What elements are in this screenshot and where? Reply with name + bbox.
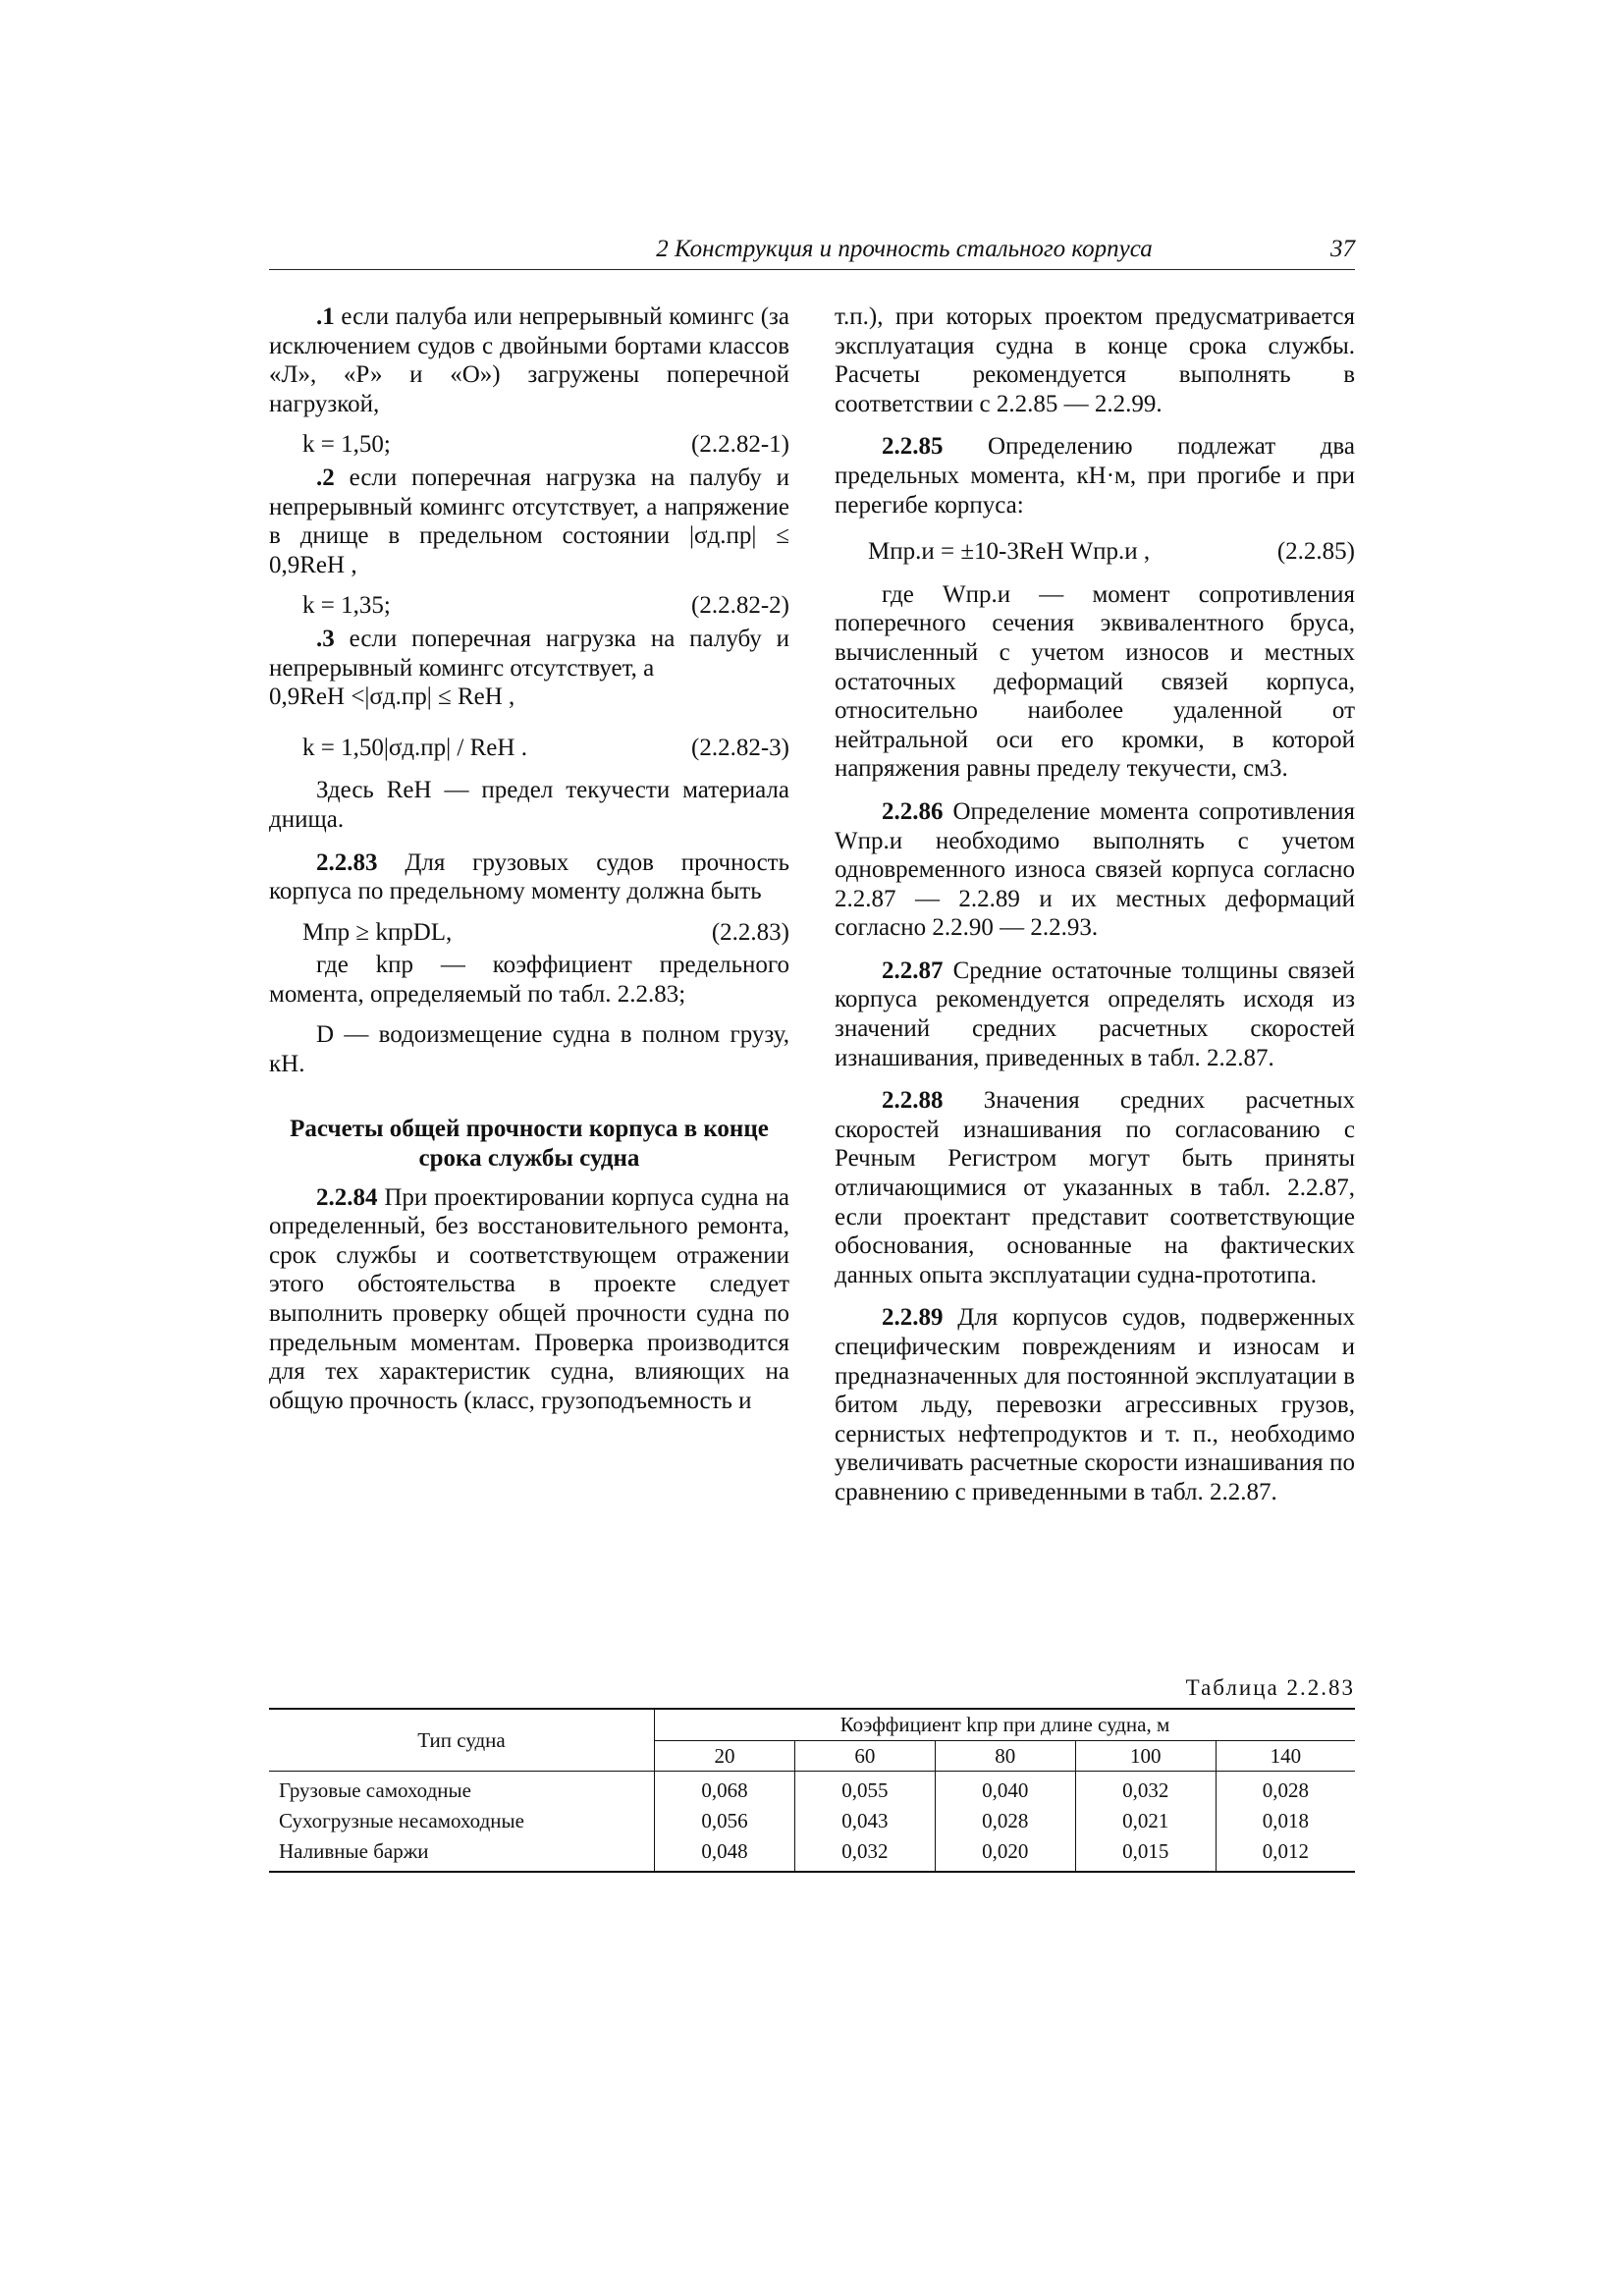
section-number: 2.2.86	[882, 797, 944, 825]
equation-number: (2.2.82-1)	[691, 431, 789, 459]
section-text: Для грузовых судов прочность корпуса по предельному моменту должна быть	[269, 848, 789, 905]
row-ship-type: Сухогрузные несамоходные	[269, 1806, 655, 1836]
clause-1-text: если палуба или непрерывный комингс (за исключением судов с двойными бортами классов «Л», «Р» и «О») загружены поперечной нагрузкой,	[269, 303, 789, 417]
clause-2-number: .2	[316, 464, 335, 491]
section-text: Определению подлежат два предельных момента, кН·м, при прогибе и при перегибе корпуса:	[835, 433, 1355, 519]
section-text: Значения средних расчетных скоростей изнашивания по согласованию с Речным Регистром могут быть приняты отличающимися от указанных в табл. 2.2.87, если проектант представит соответствующие обоснования, основанные на фактических данных опыта эксплуатации судна-прототипа.	[835, 1087, 1355, 1288]
header-length: 100	[1075, 1741, 1216, 1772]
row-ship-type: Наливные баржи	[269, 1836, 655, 1872]
header-coefficient-group: Коэффициент kпр при длине судна, м	[655, 1709, 1356, 1741]
cell-value: 0,012	[1216, 1836, 1355, 1872]
cell-value: 0,055	[794, 1772, 935, 1807]
definition-reh: Здесь ReH — предел текучести материала днища.	[269, 777, 789, 833]
equation-2-2-82-1	[269, 430, 789, 460]
section-text: Определение момента сопротивления Wпр.и необходимо выполнять с учетом одновременного износа связей корпуса согласно 2.2.87 — 2.2.89 и их местных деформаций согласно 2.2.90 — 2.2.93.	[835, 797, 1355, 942]
cell-value: 0,028	[1216, 1772, 1355, 1807]
equation-body: k = 1,50|σд.пр| / ReH .	[302, 734, 527, 761]
table-row	[269, 1836, 1355, 1872]
header-length: 60	[794, 1741, 935, 1772]
section-2-2-88	[835, 1086, 1355, 1289]
running-title-text: 2 Конструкция и прочность стального корпуса	[656, 236, 1153, 262]
definition-wpr: где Wпр.и — момент сопротивления поперечного сечения эквивалентного бруса, вычисленный с учетом износов и местных остаточных деформаций связей корпуса, относительно наиболее удаленной от нейтральной оси его кромки, в которой напряжения равны пределу текучести, см3.	[835, 580, 1355, 783]
cell-value: 0,043	[794, 1806, 935, 1836]
header-ship-type: Тип судна	[269, 1709, 655, 1772]
page-header	[269, 236, 1355, 270]
equation-body: k = 1,50;	[302, 431, 391, 459]
table-row	[269, 1806, 1355, 1836]
section-2-2-89	[835, 1303, 1355, 1506]
header-length: 20	[655, 1741, 795, 1772]
continuation-paragraph: т.п.), при которых проектом предусматривается эксплуатация судна в конце срока службы. Расчеты рекомендуется выполнять в соответствии с 2.2.85 — 2.2.99.	[835, 303, 1355, 417]
equation-2-2-83	[269, 918, 789, 948]
cell-value: 0,032	[794, 1836, 935, 1872]
clause-2-text: если поперечная нагрузка на палубу и непрерывный комингс отсутствует, а напряжение в днище в предельном состоянии	[269, 464, 789, 550]
section-number: 2.2.84	[316, 1183, 378, 1211]
section-2-2-84	[269, 1183, 789, 1416]
section-number: 2.2.87	[882, 957, 944, 984]
clause-1	[269, 302, 789, 418]
clause-3-condition: 0,9ReH <|σд.пр| ≤ ReH ,	[269, 683, 515, 711]
right-column	[835, 302, 1355, 1507]
row-ship-type: Грузовые самоходные	[269, 1772, 655, 1807]
definition-kpr: где kпр — коэффициент предельного момента, определяемый по табл. 2.2.83;	[269, 952, 789, 1008]
definition-d: D — водоизмещение судна в полном грузу, кН.	[269, 1021, 789, 1078]
running-title	[269, 236, 1355, 263]
equation-number: (2.2.82-3)	[691, 734, 789, 761]
section-number: 2.2.85	[882, 433, 944, 461]
cell-value: 0,048	[655, 1836, 795, 1872]
clause-3-number: .3	[316, 625, 335, 652]
clause-3	[269, 625, 789, 683]
section-text: При проектировании корпуса судна на определенный, без восстановительного ремонта, срок службы и соответствующем отражении этого обстоятельства в проекте следует выполнить проверку общей прочности судна по предельным моментам. Проверка производится для тех характеристик судна, влияющих на общую прочность (класс, грузоподъемность и	[269, 1183, 789, 1414]
section-number: 2.2.83	[316, 848, 378, 876]
equation-number: (2.2.85)	[1276, 538, 1355, 566]
header-length: 80	[935, 1741, 1075, 1772]
cell-value: 0,032	[1075, 1772, 1216, 1807]
clause-1-number: .1	[316, 303, 335, 330]
section-2-2-85	[835, 432, 1355, 519]
cell-value: 0,015	[1075, 1836, 1216, 1872]
table-caption: Таблица 2.2.83	[1185, 1675, 1355, 1700]
left-column	[269, 302, 789, 1415]
clause-2-condition: |σд.пр| ≤ 0,9ReH ,	[269, 522, 789, 578]
coefficient-table	[269, 1708, 1355, 1873]
cell-value: 0,040	[935, 1772, 1075, 1807]
equation-number: (2.2.83)	[711, 918, 789, 946]
section-heading: Расчеты общей прочности корпуса в конце срока службы судна	[290, 1115, 769, 1172]
table-row	[269, 1772, 1355, 1807]
equation-2-2-82-2	[269, 591, 789, 621]
cell-value: 0,028	[935, 1806, 1075, 1836]
section-2-2-87	[835, 957, 1355, 1072]
header-length: 140	[1216, 1741, 1355, 1772]
clause-2	[269, 464, 789, 579]
page-number: 37	[1330, 236, 1355, 262]
cell-value: 0,068	[655, 1772, 795, 1807]
cell-value: 0,056	[655, 1806, 795, 1836]
cell-value: 0,018	[1216, 1806, 1355, 1836]
equation-body: k = 1,35;	[302, 592, 391, 620]
section-number: 2.2.88	[882, 1087, 944, 1115]
cell-value: 0,021	[1075, 1806, 1216, 1836]
cell-value: 0,020	[935, 1836, 1075, 1872]
clause-3-text: если поперечная нагрузка на палубу и непрерывный комингс отсутствует, а	[269, 625, 789, 682]
equation-body: Mпр ≥ kпрDL,	[302, 918, 453, 946]
equation-body: Mпр.и = ±10-3ReH Wпр.и ,	[868, 538, 1151, 566]
equation-2-2-82-3	[269, 734, 789, 763]
section-2-2-86	[835, 797, 1355, 943]
equation-number: (2.2.82-2)	[691, 592, 789, 620]
equation-2-2-85	[835, 537, 1355, 567]
section-2-2-83	[269, 848, 789, 906]
section-text: Для корпусов судов, подверженных специфическим повреждениям и износам и предназначенных для постоянной эксплуатации в битом льду, перевозки агрессивных грузов, сернистых нефтепродуктов и т. п., необходимо увеличивать расчетные скорости изнашивания по сравнению с приведенными в табл. 2.2.87.	[835, 1304, 1355, 1505]
section-number: 2.2.89	[882, 1304, 944, 1332]
section-text: Средние остаточные толщины связей корпуса рекомендуется определять исходя из значений средних расчетных скоростей изнашивания, приведенных в табл. 2.2.87.	[835, 957, 1355, 1071]
